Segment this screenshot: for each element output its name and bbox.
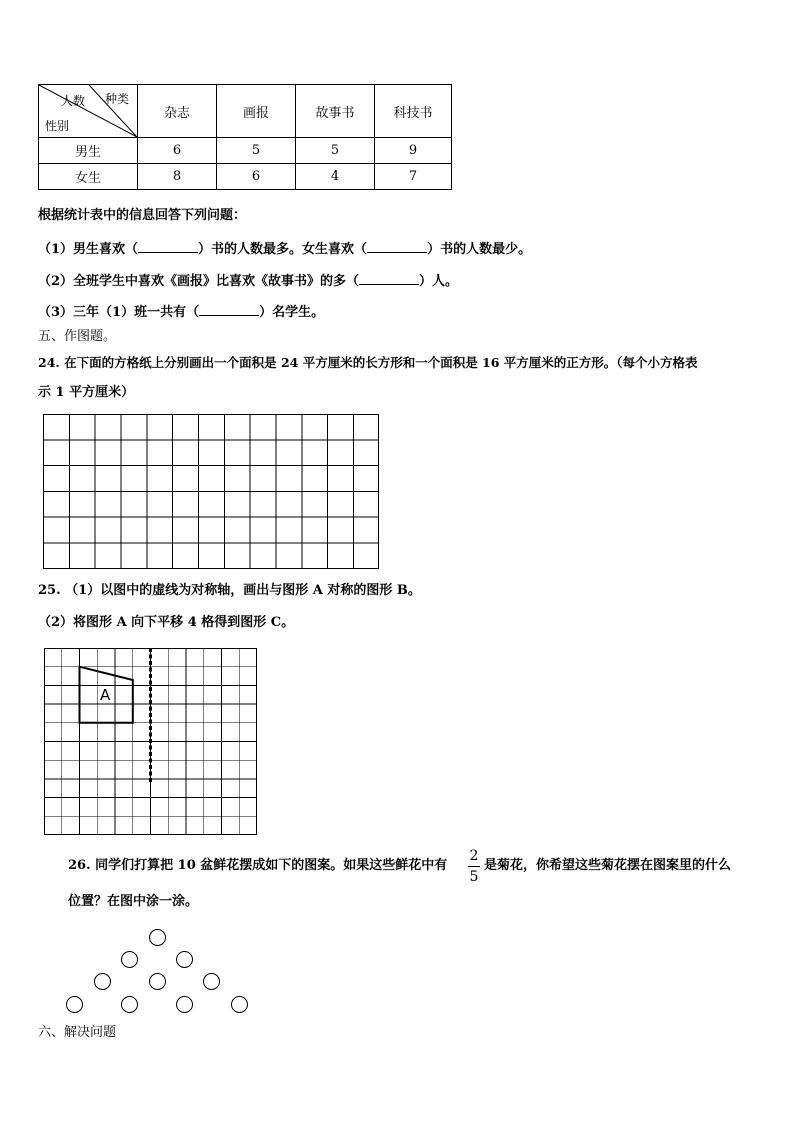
q23-3-part-b: ）名学生。 (259, 305, 325, 320)
row-label: 男生 (39, 138, 138, 164)
flower-circle[interactable] (94, 973, 111, 990)
table-row (39, 138, 452, 164)
table-cell: 9 (375, 138, 452, 164)
symmetry-grid[interactable] (44, 648, 258, 836)
header-gender: 性别 (45, 119, 70, 133)
q23-1-part-c: ）书的人数最少。 (427, 242, 532, 257)
q23-1-part-b: ）书的人数最多。女生喜欢（ (198, 242, 368, 257)
q23-2 (38, 272, 458, 290)
col-header: 杂志 (138, 85, 217, 138)
q26-line1a: 26. 同学们打算把 10 盆鲜花摆成如下的图案。如果这些鲜花中有 (68, 858, 448, 873)
row-label: 女生 (39, 164, 138, 190)
table-cell: 8 (138, 164, 217, 190)
answer-blank[interactable] (359, 272, 419, 285)
table-diagonal-header (39, 85, 138, 138)
header-count: 人数 (61, 94, 86, 108)
answer-blank[interactable] (138, 240, 198, 253)
stats-table (38, 84, 452, 190)
flower-circle[interactable] (176, 996, 193, 1013)
table-cell: 4 (296, 164, 375, 190)
q23-1 (38, 240, 531, 258)
fraction-denominator: 5 (469, 869, 479, 885)
q24-line2: 示 1 平方厘米） (38, 385, 135, 400)
fraction-bar (468, 866, 480, 867)
table-cell: 5 (296, 138, 375, 164)
section-5-heading: 五、作图题。 (38, 329, 117, 344)
table-cell: 7 (375, 164, 452, 190)
flower-circle[interactable] (149, 929, 166, 946)
answer-blank[interactable] (367, 240, 427, 253)
q24-line1: 24. 在下面的方格纸上分别画出一个面积是 24 平方厘米的长方形和一个面积是 16 平方厘米的正方形。（每个小方格表 (38, 355, 698, 370)
flower-circle[interactable] (149, 973, 166, 990)
symmetry-grid-lines (44, 648, 258, 836)
col-header: 故事书 (296, 85, 375, 138)
q23-3-part-a: （3）三年（1）班一共有（ (38, 305, 200, 320)
square-grid-24[interactable] (43, 414, 380, 570)
col-header: 画报 (217, 85, 296, 138)
flower-circle[interactable] (66, 996, 83, 1013)
flower-circle[interactable] (203, 973, 220, 990)
shape-a-label: A (100, 686, 111, 704)
answer-blank[interactable] (199, 303, 259, 316)
fraction-numerator: 2 (469, 848, 479, 864)
header-type: 种类 (105, 92, 130, 106)
q23-1-part-a: （1）男生喜欢（ (38, 242, 139, 257)
flower-circle[interactable] (176, 951, 193, 968)
q23-2-part-a: （2）全班学生中喜欢《画报》比喜欢《故事书》的多（ (38, 274, 360, 289)
flower-circle[interactable] (121, 951, 138, 968)
q25-line1: 25. （1）以图中的虚线为对称轴，画出与图形 A 对称的图形 B。 (38, 583, 421, 598)
q25-line2: （2）将图形 A 向下平移 4 格得到图形 C。 (38, 615, 295, 630)
flower-circle[interactable] (121, 996, 138, 1013)
q23-intro: 根据统计表中的信息回答下列问题： (38, 208, 247, 223)
table-cell: 5 (217, 138, 296, 164)
section-6-heading: 六、解决问题 (38, 1025, 117, 1040)
q26-line2: 位置？在图中涂一涂。 (68, 894, 199, 909)
q23-2-part-b: ）人。 (419, 274, 459, 289)
table-cell: 6 (138, 138, 217, 164)
q26-line1b: 是菊花，你希望这些菊花摆在图案里的什么 (484, 858, 732, 873)
table-cell: 6 (217, 164, 296, 190)
table-row (39, 164, 452, 190)
col-header: 科技书 (375, 85, 452, 138)
flower-circle[interactable] (231, 996, 248, 1013)
q23-3 (38, 303, 324, 321)
